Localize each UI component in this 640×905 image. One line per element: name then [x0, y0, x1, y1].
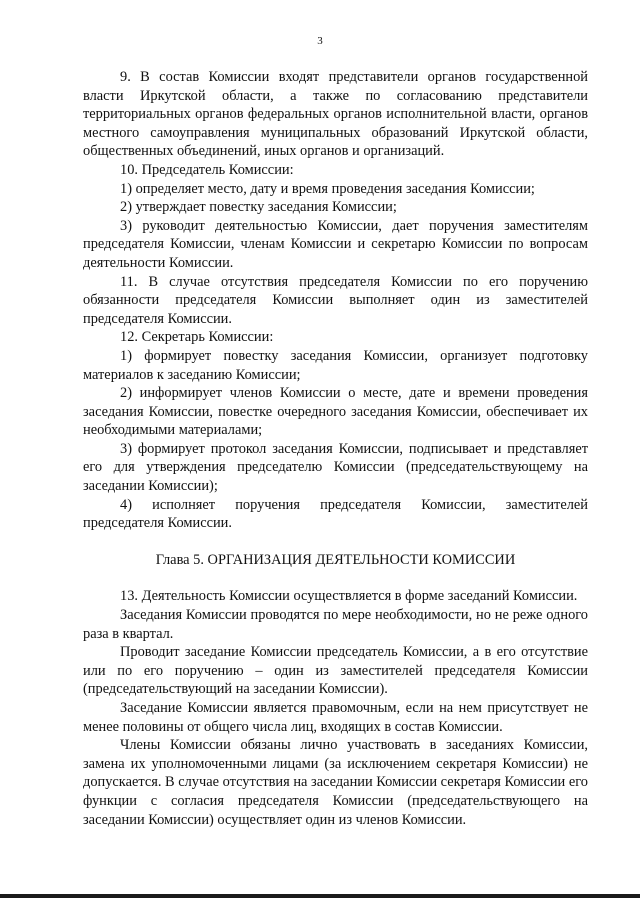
paragraph-item-11: 11. В случае отсутствия председателя Комиссии по его поручению обязанности председателя Комиссии выполняет один из заместителей председателя Комиссии.	[83, 273, 588, 327]
paragraph-item-9: 9. В состав Комиссии входят представители органов государственной власти Иркутской области, а также по согласованию представители территориальных органов федеральных органов исполнительной власти, органов местного самоуправления муниципальных образований Иркутской области, общественных объединений, иных органов и организаций.	[83, 69, 588, 160]
scan-bottom-edge	[0, 894, 640, 898]
paragraph-meeting-frequency: Заседания Комиссии проводятся по мере необходимости, но не реже одного раза в квартал.	[83, 607, 588, 642]
chapter-title: Глава 5. ОРГАНИЗАЦИЯ ДЕЯТЕЛЬНОСТИ КОМИССИИ	[155, 551, 516, 568]
paragraph-item-12-3: 3) формирует протокол заседания Комиссии, подписывает и представляет его для утверждения председателю Комиссии (председательствующему на заседании Комиссии);	[83, 440, 588, 495]
paragraph-item-12-4: 4) исполняет поручения председателя Комиссии, заместителей председателя Комиссии.	[83, 496, 588, 532]
paragraph-item-10-3: 3) руководит деятельностью Комиссии, дает поручения заместителям председателя Комиссии, членам Комиссии и секретарю Комиссии по вопросам деятельности Комиссии.	[83, 217, 588, 271]
paragraph-quorum: Заседание Комиссии является правомочным, если на нем присутствует не менее половины от общего числа лиц, входящих в состав Комиссии.	[83, 700, 588, 735]
paragraph-item-12-2: 2) информирует членов Комиссии о месте, дате и времени проведения заседания Комиссии, повестке очередного заседания Комиссии, обеспечивает их необходимыми материалами;	[83, 385, 588, 439]
paragraph-meeting-chair: Проводит заседание Комиссии председатель Комиссии, а в его отсутствие или по его поручению – один из заместителей председателя Комиссии (председательствующий на заседании Комиссии).	[83, 644, 588, 698]
paragraph-item-10-2: 2) утверждает повестку заседания Комиссии;	[120, 199, 397, 216]
paragraph-item-12: 12. Секретарь Комиссии:	[120, 329, 274, 346]
document-body	[83, 68, 588, 829]
paragraph-member-attendance: Члены Комиссии обязаны лично участвовать в заседаниях Комиссии, замена их уполномоченными лицами (за исключением секретаря Комиссии) не допускается. В случае отсутствия на заседании Комиссии секретаря Комиссии его функции с согласия председателя Комиссии (председательствующего на заседании Комиссии) осуществляет один из членов Комиссии.	[83, 737, 588, 828]
paragraph-item-12-1: 1) формирует повестку заседания Комиссии, организует подготовку материалов к заседанию Комиссии;	[83, 347, 588, 383]
paragraph-item-10-1: 1) определяет место, дату и время проведения заседания Комиссии;	[120, 180, 535, 197]
page-number: 3	[317, 35, 323, 47]
paragraph-item-10: 10. Председатель Комиссии:	[120, 161, 294, 178]
paragraph-item-13: 13. Деятельность Комиссии осуществляется в форме заседаний Комиссии.	[120, 588, 578, 605]
